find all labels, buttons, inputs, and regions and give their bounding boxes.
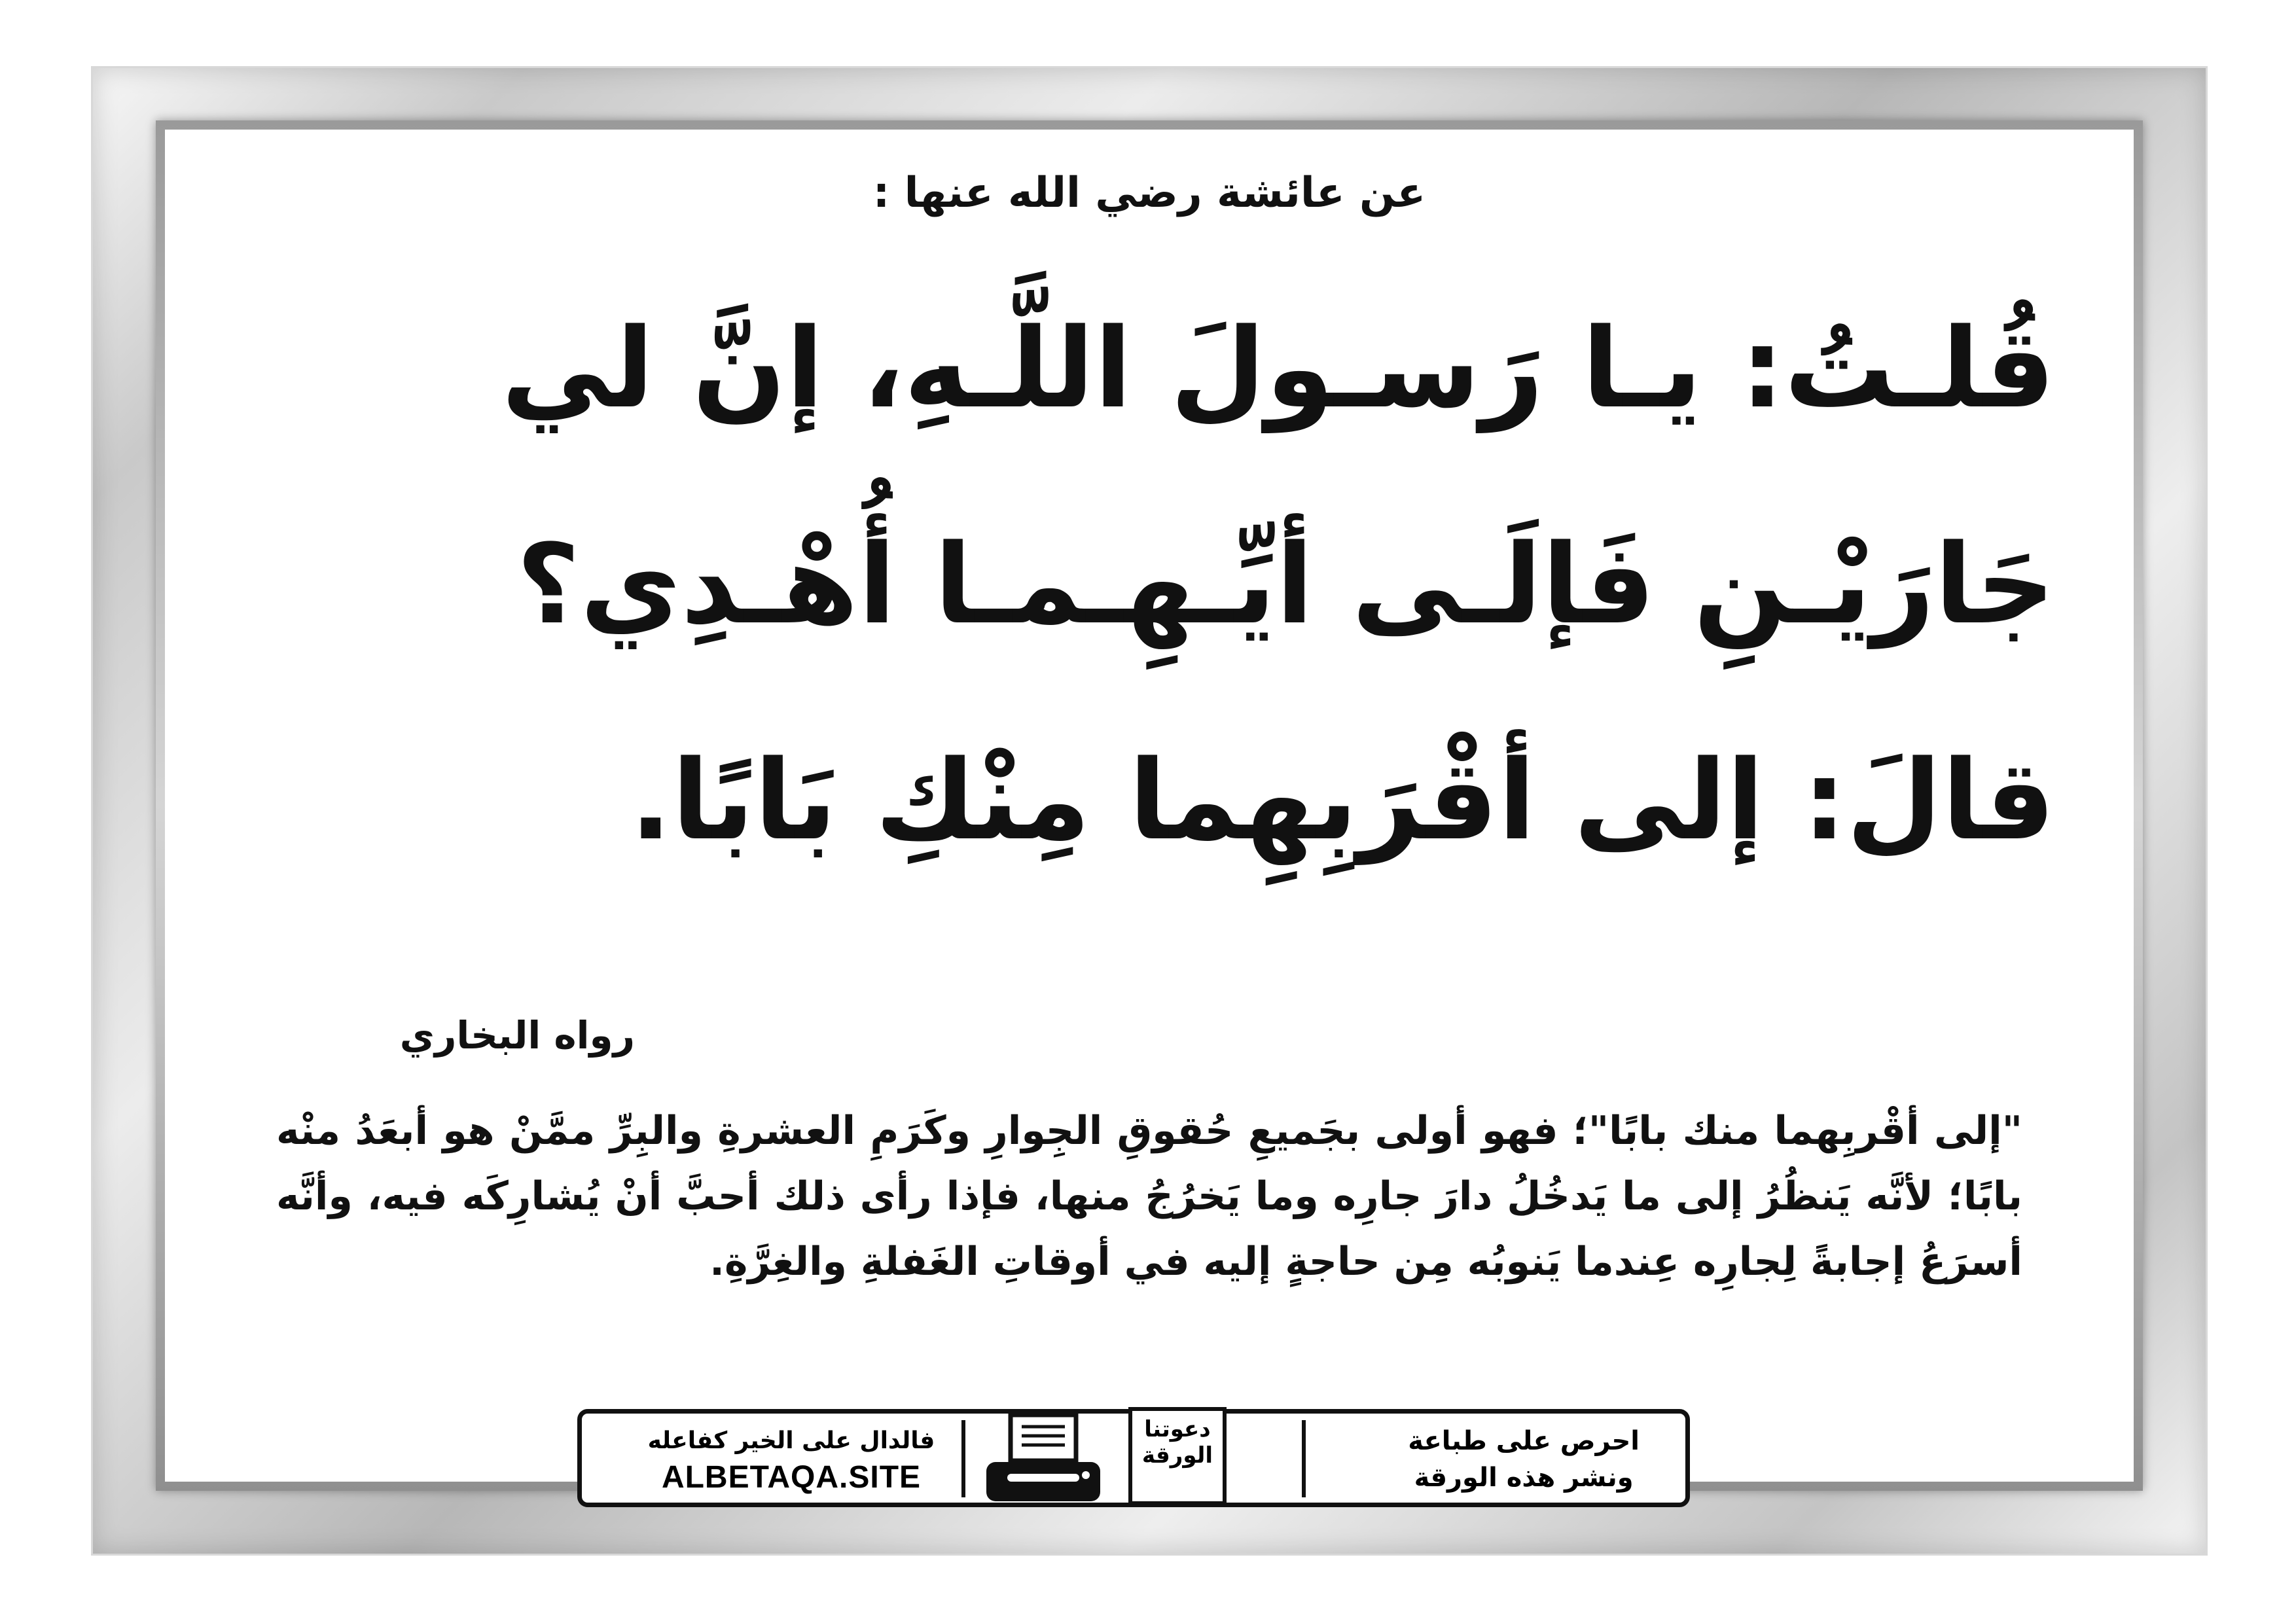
printer-icon xyxy=(981,1410,1105,1511)
print-notice-line-2: ونشر هذه الورقة xyxy=(1414,1463,1634,1493)
logo-lettering: دعوتنا الورقة xyxy=(1141,1416,1213,1469)
commentary-text: "إلى أقْربِهما منك بابًا"؛ فهو أولى بجَميعِ حُقوقِ الجِوارِ وكَرَمِ العشرةِ والبِرِّ ممَّنْ هو أبعَدُ منْه بابًا؛ لأنَّه يَنظُرُ إلى ما يَدخُلُ دارَ جارِه وما يَخرُجُ منها، فإذا رأى ذلك أحبَّ أنْ يُشارِكَه فيه، وأنَّه أسرَعُ إجابةً لِجارِه عِندما يَنوبُه مِن حاجةٍ إليه في أوقاتِ الغَفلةِ والغِرَّةِ. xyxy=(276,1108,2022,1285)
silver-frame xyxy=(93,68,2206,1554)
print-notice-line-1: احرص على طباعة xyxy=(1408,1426,1640,1456)
site-block xyxy=(621,1424,961,1497)
footer-banner xyxy=(577,1409,1690,1507)
site-url: ALBETAQA.SITE xyxy=(661,1460,922,1495)
hadith-line-1: قُلـتُ: يـا رَسـولَ اللَّـهِ، إنَّ لي xyxy=(501,304,2055,433)
hadith-source: رواه البخاري xyxy=(399,1013,635,1058)
frame-bevel xyxy=(156,120,2143,1495)
printer-icon-graphic xyxy=(981,1410,1105,1508)
footer-divider xyxy=(961,1420,965,1497)
print-notice xyxy=(1408,1423,1640,1496)
dawatuna-logo xyxy=(1128,1407,1227,1505)
content-panel xyxy=(165,130,2134,1495)
footer-divider xyxy=(1302,1420,1306,1497)
hadith-line-3: قالَ: إلى أقْرَبِهِما مِنْكِ بَابًا. xyxy=(630,736,2055,865)
hadith-text xyxy=(243,260,2055,908)
hadith-line-2: جَارَيْـنِ فَإلَـى أيِّـهِـمـا أُهْـدِي؟ xyxy=(516,520,2055,649)
hadith-attribution: عن عائشة رضي الله عنها : xyxy=(872,169,1426,217)
footer-motto: فالدال على الخير كفاعله xyxy=(647,1427,935,1454)
